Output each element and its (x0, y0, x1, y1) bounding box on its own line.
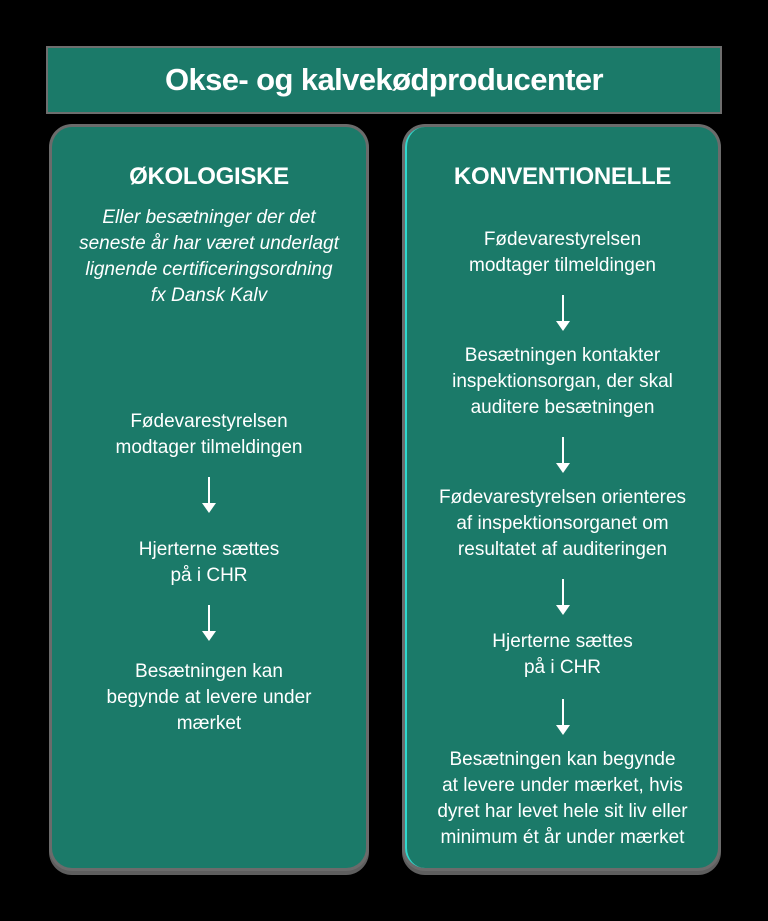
diagram-header (48, 48, 720, 112)
panel-title: ØKOLOGISKE (129, 163, 289, 190)
arrow-down-icon (556, 295, 570, 331)
step-line: mærket (176, 713, 242, 734)
flow-step (437, 747, 687, 851)
subtitle-line: lignende certificeringsordning (85, 259, 333, 280)
step-line: Besætningen kan begynde (449, 749, 676, 770)
arrow-down-icon (556, 437, 570, 473)
diagram-title: Okse- og kalvekødproducenter (165, 62, 603, 97)
panel-subtitle (71, 205, 347, 309)
step-line: begynde at levere under (106, 687, 312, 708)
arrow-down-icon (556, 579, 570, 615)
step-line: Hjerterne sættes (492, 631, 633, 652)
step-line: på i CHR (170, 565, 248, 586)
step-line: dyret har levet hele sit liv eller (437, 801, 688, 822)
step-line: på i CHR (523, 657, 602, 678)
panel-konventionelle (405, 127, 718, 868)
arrow-down-icon (202, 605, 216, 641)
step-line: minimum ét år under mærket (440, 827, 685, 848)
subtitle-line: fx Dansk Kalv (150, 285, 268, 306)
step-line: inspektionsorgan, der skal (452, 371, 673, 392)
flow-step (469, 227, 656, 279)
step-line: at levere under mærket, hvis (442, 775, 683, 796)
step-line: af inspektionsorganet om (456, 513, 669, 534)
step-line: auditere besætningen (470, 397, 655, 418)
flow-step (139, 537, 279, 589)
panel-okologiske (52, 127, 366, 868)
flow-step (439, 485, 686, 563)
panel-title: KONVENTIONELLE (453, 163, 672, 190)
flow-step (492, 629, 632, 681)
step-line: resultatet af auditeringen (457, 539, 668, 560)
step-line: modtager tilmeldingen (115, 437, 303, 458)
subtitle-line: seneste år har været underlagt (79, 233, 339, 254)
arrow-down-icon (202, 477, 216, 513)
subtitle-line: Eller besætninger der det (102, 207, 316, 228)
step-line: Hjerterne sættes (138, 539, 280, 560)
step-line: modtager tilmeldingen (469, 255, 656, 276)
step-line: Besætningen kan (135, 661, 283, 682)
flow-step (452, 343, 673, 421)
flow-step (107, 659, 312, 737)
flow-step (116, 409, 303, 461)
step-line: Fødevarestyrelsen (130, 411, 288, 432)
step-line: Fødevarestyrelsen (483, 229, 642, 250)
arrow-down-icon (556, 699, 570, 735)
step-line: Besætningen kontakter (464, 345, 661, 366)
step-line: Fødevarestyrelsen orienteres (438, 487, 687, 508)
